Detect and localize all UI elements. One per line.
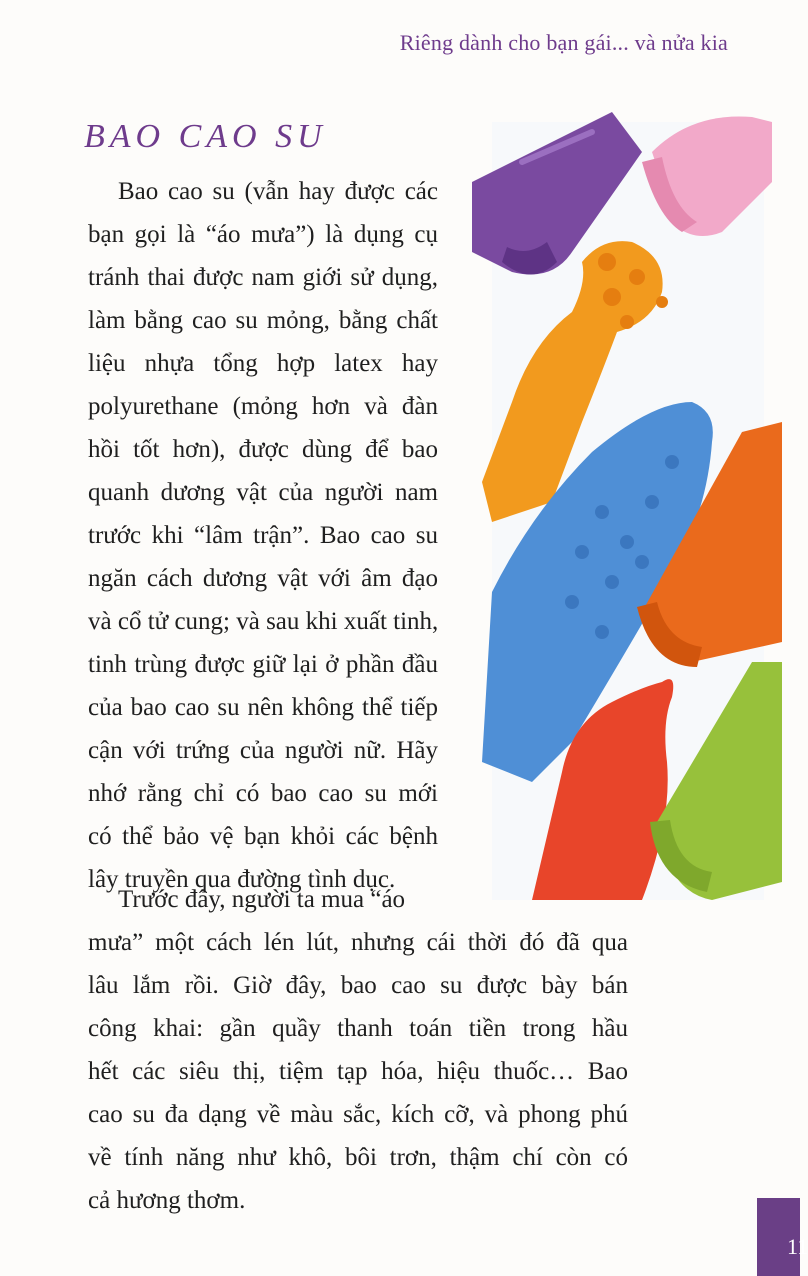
- paragraph-2: [88, 878, 628, 1222]
- text-line: lây truyền qua đường tình dục.: [88, 866, 396, 893]
- text-line: ngăn cách dương vật với âm đạo: [88, 565, 438, 592]
- running-header: Riêng dành cho bạn gái... và nửa kia: [399, 30, 728, 55]
- text-line: quanh dương vật của người nam: [88, 479, 438, 506]
- text-line: trước khi “lâm trận”. Bao cao su: [88, 522, 438, 549]
- text-line: Bao cao su (vẫn hay được các: [118, 178, 438, 205]
- text-line: Trước đây, người ta mua “áo: [118, 886, 406, 913]
- text-line: và cổ tử cung; và sau khi xuất tinh,: [88, 608, 439, 635]
- page-number: 11: [787, 1234, 808, 1259]
- pink-condom-image: [642, 116, 772, 236]
- text-line: của bao cao su nên không thể tiếp: [88, 694, 438, 721]
- condoms-illustration: [492, 122, 764, 900]
- text-line: hết các siêu thị, tiệm tạp hóa, hiệu thuốc… Bao: [88, 1058, 628, 1085]
- text-line: mưa” một cách lén lút, nhưng cái thời đó đã qua: [88, 929, 628, 956]
- text-line: tinh trùng được giữ lại ở phần đầu: [88, 651, 438, 678]
- text-line: nhớ rằng chỉ có bao cao su mới: [88, 780, 438, 807]
- paragraph-1: [88, 170, 438, 901]
- text-line: liệu nhựa tổng hợp latex hay: [88, 350, 438, 377]
- text-line: lâu lắm rồi. Giờ đây, bao cao su được bày bán: [88, 972, 628, 999]
- text-line: có thể bảo vệ bạn khỏi các bệnh: [88, 823, 438, 850]
- text-line: cận với trứng của người nữ. Hãy: [88, 737, 438, 764]
- text-line: tránh thai được nam giới sử dụng,: [88, 264, 438, 291]
- text-line: bạn gọi là “áo mưa”) là dụng cụ: [88, 221, 438, 248]
- text-line: cao su đa dạng về màu sắc, kích cỡ, và phong phú: [88, 1101, 628, 1128]
- text-line: công khai: gần quầy thanh toán tiền trong hầu: [88, 1015, 628, 1042]
- text-line: hồi tốt hơn), được dùng để bao: [88, 436, 438, 463]
- condoms-illustration-svg: [492, 122, 764, 900]
- section-title: BAO CAO SU: [84, 118, 327, 155]
- text-line: làm bằng cao su mỏng, bằng chất: [88, 307, 438, 334]
- text-line: về tính năng như khô, bôi trơn, thậm chí còn có: [88, 1144, 628, 1171]
- text-line: cả hương thơm.: [88, 1187, 246, 1214]
- text-line: polyurethane (mỏng hơn và đàn: [88, 393, 438, 420]
